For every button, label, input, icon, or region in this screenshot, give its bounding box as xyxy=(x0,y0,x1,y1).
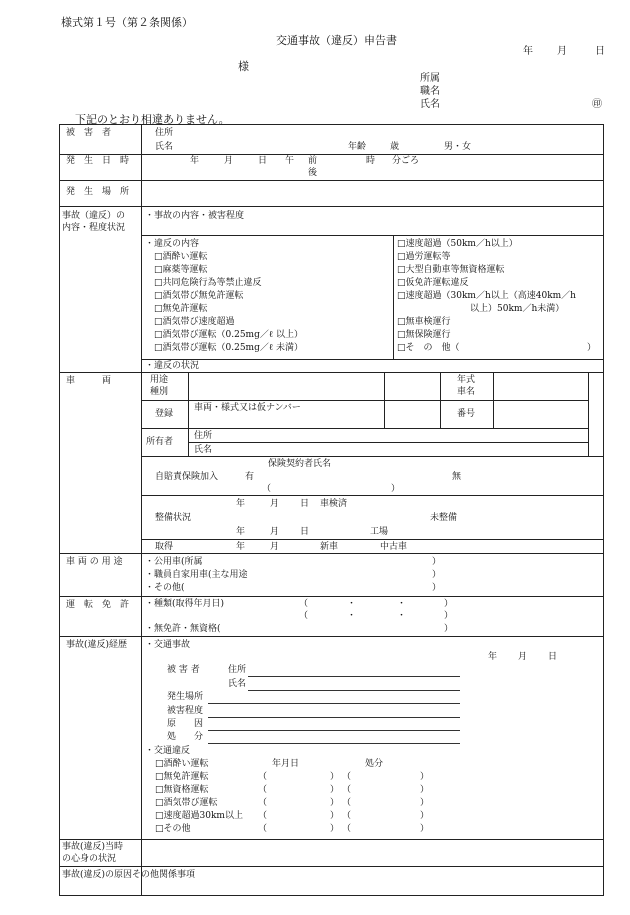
history-violation-item: □酒気帯び運転 xyxy=(155,798,218,808)
history-year: 年 xyxy=(488,652,498,662)
victim-age-unit: 歳 xyxy=(390,142,400,152)
paren: （ xyxy=(342,772,352,782)
inspected-label: 車検済 xyxy=(320,499,348,509)
history-day: 日 xyxy=(548,652,558,662)
victim-sex: 男・女 xyxy=(444,142,472,152)
history-violation-item: □速度超過30km以上 xyxy=(155,811,243,821)
usage-label: 車 両 の 用 途 xyxy=(66,557,123,567)
violation-left-item: □無免許運転 xyxy=(154,304,208,314)
victim-address-label: 住所 xyxy=(155,128,174,138)
history-violation-item: □その他 xyxy=(155,824,191,834)
history-victim-name-label: 氏名 xyxy=(228,679,247,689)
violation-situation-header: ・違反の状況 xyxy=(145,361,200,371)
insurer-paren-close: ） xyxy=(391,484,401,494)
not-maintained-label: 未整備 xyxy=(430,513,458,523)
datetime-year: 年 xyxy=(190,156,200,166)
content-label-1: 事故（違反）の xyxy=(62,211,126,221)
factory-label: 工場 xyxy=(370,527,389,537)
violation-content-header: ・違反の内容 xyxy=(145,239,200,249)
vehicle-year-model-label: 年式 xyxy=(457,375,476,385)
mind-label-1: 事故(違反)当時 xyxy=(62,842,124,852)
datetime-minute: 分ごろ xyxy=(392,156,420,166)
vehicle-label: 車 両 xyxy=(66,376,112,386)
vehicle-owner-label: 所有者 xyxy=(146,437,174,447)
vehicle-car-name-label: 車名 xyxy=(457,387,476,397)
history-victim-label: 被 害 者 xyxy=(167,665,200,675)
cause-label: 事故(違反)の原因その他関係事項 xyxy=(62,870,196,880)
maintenance-year: 年 xyxy=(236,527,246,537)
traffic-violation-header: ・交通違反 xyxy=(145,746,191,756)
datetime-hour: 時 xyxy=(366,156,376,166)
paren: ） xyxy=(420,772,430,782)
inspection-day: 日 xyxy=(300,499,310,509)
accident-content-header: ・事故の内容・被害程度 xyxy=(145,211,245,221)
violation-right-item: □速度超過（50km／h以上） xyxy=(397,239,518,249)
violation-left-item: □酒酔い運転 xyxy=(154,252,208,262)
acquired-label: 取得 xyxy=(155,542,174,552)
usage-close: ） xyxy=(432,570,442,580)
paren: ） xyxy=(420,811,430,821)
license-label: 運 転 免 許 xyxy=(66,600,130,610)
violation-left-item: □酒気帯び運転（0.25mg／ℓ 以上） xyxy=(154,330,304,340)
cali-label: 自賠責保険加入 xyxy=(155,472,219,482)
no-license-label: ・無免許・無資格( xyxy=(145,624,221,634)
affiliation-label: 所属 xyxy=(420,73,440,84)
paren: ） xyxy=(420,785,430,795)
paren: （ xyxy=(258,798,268,808)
history-damage-label: 被害程度 xyxy=(167,706,204,716)
victim-name-label: 氏名 xyxy=(155,142,174,152)
victim-label: 被 害 者 xyxy=(66,128,112,138)
paren: （ xyxy=(258,785,268,795)
history-violation-item: □酒酔い運転 xyxy=(155,759,209,769)
paren: ） xyxy=(330,772,340,782)
applicant-name-label: 氏名 xyxy=(420,99,440,110)
history-violation-item: □無免許運転 xyxy=(155,772,209,782)
violation-right-item: ） xyxy=(587,343,597,353)
usage-item: ・職員自家用車(主な用途 xyxy=(145,570,248,580)
usage-item: ・公用車(所属 xyxy=(145,557,203,567)
paren: （ xyxy=(342,798,352,808)
usage-item: ・その他( xyxy=(145,583,185,593)
header-year: 年 xyxy=(523,46,533,57)
form-number: 様式第１号（第２条関係） xyxy=(61,16,193,29)
violation-right-item: □そ の 他（ xyxy=(397,343,460,353)
vehicle-type-label: 種別 xyxy=(150,387,169,397)
license-close: ） xyxy=(444,599,454,609)
traffic-accident-header: ・交通事故 xyxy=(145,640,191,650)
vehicle-owner-name-label: 氏名 xyxy=(194,445,213,455)
paren: （ xyxy=(342,811,352,821)
post-label: 職名 xyxy=(420,86,440,97)
header-day: 日 xyxy=(595,46,605,57)
history-label: 事故(違反)経歴 xyxy=(66,640,128,650)
license-kind-label: ・種類(取得年月日) xyxy=(145,599,225,609)
violation-left-item: □酒気帯び運転（0.25mg／ℓ 未満） xyxy=(154,343,304,353)
violation-right-item: 以上）50km／h未満） xyxy=(470,304,565,314)
vehicle-owner-address-label: 住所 xyxy=(194,431,213,441)
vehicle-registration-label: 登録 xyxy=(155,409,174,419)
paren: （ xyxy=(258,772,268,782)
paren: ） xyxy=(420,798,430,808)
history-place-label: 発生場所 xyxy=(167,692,204,702)
paren: （ xyxy=(342,824,352,834)
history-victim-address-label: 住所 xyxy=(228,665,247,675)
violation-right-item: □無車検運行 xyxy=(397,317,451,327)
violation-right-item: □仮免許運転違反 xyxy=(397,278,469,288)
maintenance-month: 月 xyxy=(270,527,280,537)
violation-right-item: □過労運転等 xyxy=(397,252,451,262)
used-car-label: 中古車 xyxy=(380,542,408,552)
insurer-paren-open: （ xyxy=(262,484,272,494)
paren: ） xyxy=(420,824,430,834)
usage-close: ） xyxy=(432,583,442,593)
license-close: ） xyxy=(444,611,454,621)
cali-no: 無 xyxy=(452,472,462,482)
license-close: ） xyxy=(444,624,454,634)
license-dot: ・ xyxy=(347,611,357,621)
license-dot: ・ xyxy=(397,611,407,621)
victim-age-label: 年齢 xyxy=(348,142,367,152)
content-label-2: 内容・程度状況 xyxy=(62,223,126,233)
violation-col-disposal: 処分 xyxy=(365,759,384,769)
maintenance-day: 日 xyxy=(300,527,310,537)
history-violation-item: □無資格運転 xyxy=(155,785,209,795)
violation-col-date: 年月日 xyxy=(272,759,300,769)
license-open: （ xyxy=(299,599,309,609)
inspection-month: 月 xyxy=(270,499,280,509)
paren: （ xyxy=(258,811,268,821)
license-dot: ・ xyxy=(397,599,407,609)
datetime-after: 後 xyxy=(308,168,318,178)
new-car-label: 新車 xyxy=(320,542,339,552)
violation-left-item: □酒気帯び無免許運転 xyxy=(154,291,244,301)
violation-left-item: □麻薬等運転 xyxy=(154,265,208,275)
violation-left-item: □共同危険行為等禁止違反 xyxy=(154,278,262,288)
license-open: （ xyxy=(299,611,309,621)
datetime-day: 日 xyxy=(258,156,268,166)
violation-left-item: □酒気帯び速度超過 xyxy=(154,317,235,327)
license-dot: ・ xyxy=(347,599,357,609)
violation-right-item: □速度超過（30km／h以上（高速40km／h xyxy=(397,291,576,301)
insurer-name-label: 保険契約者氏名 xyxy=(268,459,332,469)
paren: ） xyxy=(330,785,340,795)
mind-label-2: の心身の状況 xyxy=(62,854,117,864)
usage-close: ） xyxy=(432,557,442,567)
vehicle-use-label: 用途 xyxy=(150,375,169,385)
paren: （ xyxy=(342,785,352,795)
seal-mark: ㊞ xyxy=(592,99,602,110)
history-cause-label: 原 因 xyxy=(167,719,204,729)
violation-right-item: □大型自動車等無資格運転 xyxy=(397,265,505,275)
maintenance-label: 整備状況 xyxy=(155,513,192,523)
datetime-month: 月 xyxy=(224,156,234,166)
paren: ） xyxy=(330,798,340,808)
cali-yes: 有 xyxy=(245,472,255,482)
paren: （ xyxy=(258,824,268,834)
violation-right-item: □無保険運行 xyxy=(397,330,451,340)
inspection-year: 年 xyxy=(236,499,246,509)
history-month: 月 xyxy=(518,652,528,662)
place-label: 発 生 場 所 xyxy=(66,187,130,197)
vehicle-registration-value: 車両・様式又は仮ナンバー xyxy=(194,403,301,413)
acquired-year: 年 xyxy=(236,542,246,552)
history-disposal-label: 処 分 xyxy=(167,732,204,742)
datetime-label: 発 生 日 時 xyxy=(66,156,130,166)
vehicle-number-label: 番号 xyxy=(457,409,476,419)
form-title: 交通事故（違反）申告書 xyxy=(276,34,397,47)
datetime-am: 午 xyxy=(285,156,295,166)
datetime-before: 前 xyxy=(308,156,318,166)
addressee-label: 様 xyxy=(238,60,249,73)
paren: ） xyxy=(330,824,340,834)
acquired-month: 月 xyxy=(270,542,280,552)
header-month: 月 xyxy=(557,46,567,57)
paren: ） xyxy=(330,811,340,821)
declaration-text: 下記のとおり相違ありません。 xyxy=(75,113,230,126)
